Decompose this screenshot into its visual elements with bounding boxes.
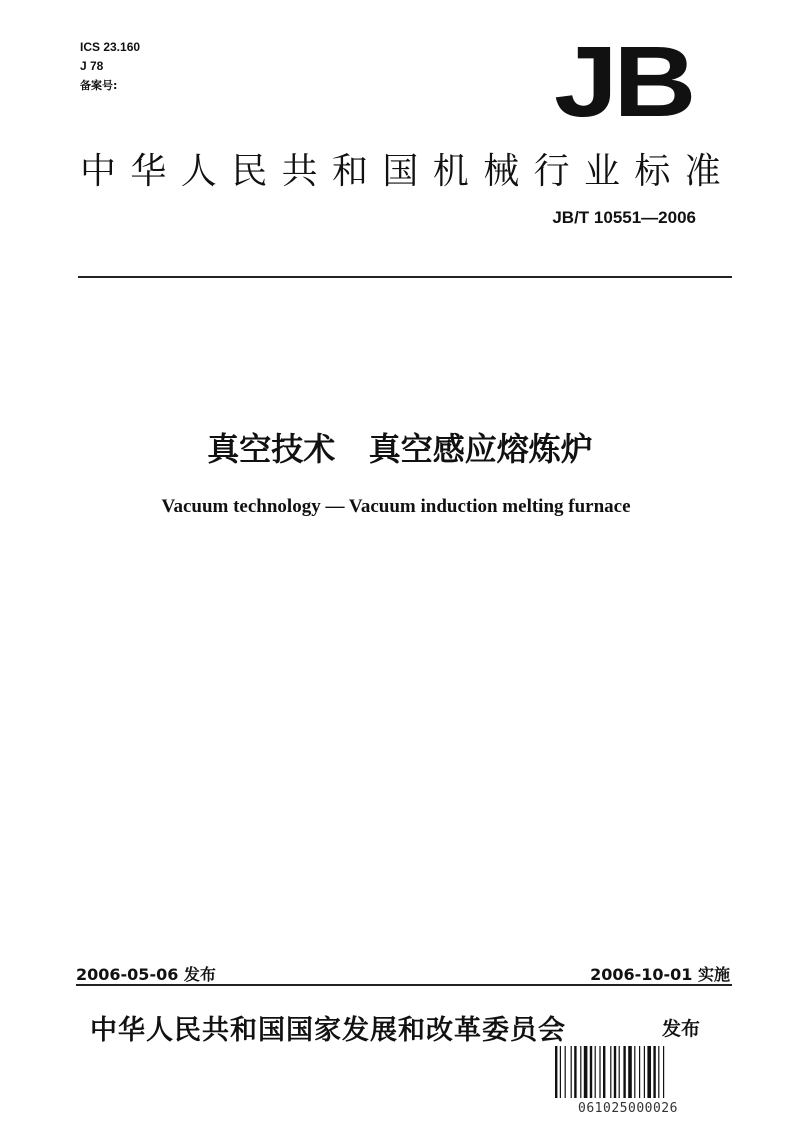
- barcode-bar: [623, 1046, 625, 1098]
- title-english: Vacuum technology — Vacuum induction melting furnace: [161, 496, 631, 517]
- standard-number: JB/T 10551—2006: [552, 208, 696, 227]
- barcode-bar: [590, 1046, 592, 1098]
- barcode-bar: [628, 1046, 632, 1098]
- barcode-bar: [614, 1046, 616, 1098]
- barcode-bar: [595, 1046, 596, 1098]
- barcode-bar: [603, 1046, 605, 1098]
- publisher-suffix: 发布: [662, 1018, 701, 1040]
- ics-code: ICS 23.160: [80, 40, 141, 54]
- barcode-bar: [634, 1046, 635, 1098]
- barcode-bar: [658, 1046, 659, 1098]
- release-date: 2006-05-06 发布: [76, 965, 216, 984]
- barcode-bar: [647, 1046, 651, 1098]
- top-divider: [78, 276, 732, 278]
- implementation-date: 2006-10-01 实施: [590, 965, 730, 984]
- barcode-bar: [599, 1046, 600, 1098]
- barcode-bar: [580, 1046, 581, 1098]
- classification-code: J 78: [80, 59, 104, 73]
- jb-logo: JB: [554, 26, 692, 138]
- barcode-bar: [565, 1046, 566, 1098]
- bottom-divider: [76, 984, 732, 986]
- record-number-label: 备案号:: [80, 79, 118, 92]
- barcode-number: 061025000026: [578, 1101, 678, 1116]
- title-chinese: 真空技术 真空感应熔炼炉: [207, 430, 593, 468]
- barcode: [553, 1046, 703, 1098]
- barcode-bar: [571, 1046, 572, 1098]
- barcode-bar: [619, 1046, 620, 1098]
- barcode-bar: [663, 1046, 664, 1098]
- barcode-bar: [584, 1046, 588, 1098]
- barcode-bar: [574, 1046, 576, 1098]
- publisher-name: 中华人民共和国国家发展和改革委员会: [90, 1015, 566, 1046]
- barcode-bar: [610, 1046, 611, 1098]
- org-title: 中华人民共和国机械行业标准: [80, 151, 736, 192]
- barcode-bar: [560, 1046, 561, 1098]
- barcode-bar: [644, 1046, 645, 1098]
- barcode-bar: [653, 1046, 655, 1098]
- barcode-bar: [555, 1046, 557, 1098]
- barcode-bar: [639, 1046, 640, 1098]
